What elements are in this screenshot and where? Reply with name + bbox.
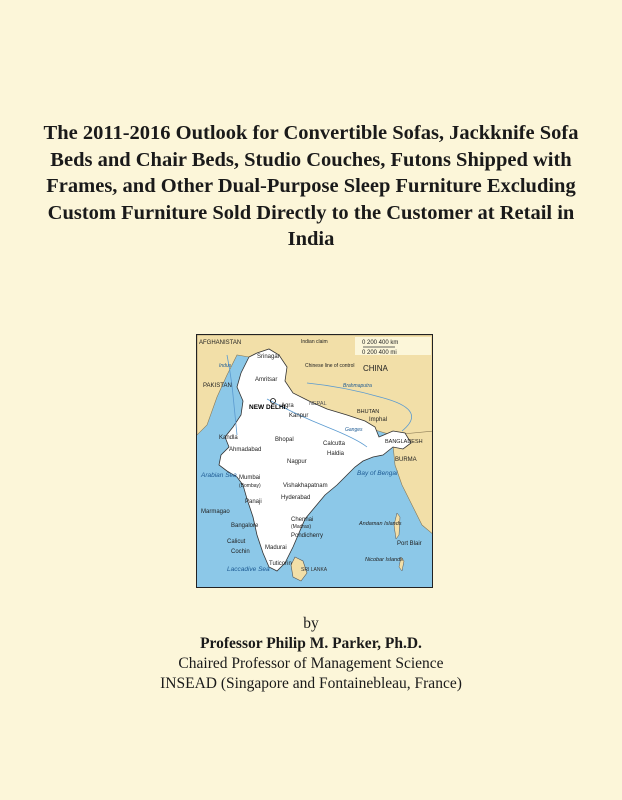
label-nicobar: Nicobar Islands (365, 557, 403, 563)
by-text: by (303, 615, 319, 632)
city-panaji: Panaji (245, 499, 262, 505)
india-map-svg (197, 335, 433, 588)
city-kandla: Kandla (219, 435, 238, 441)
city-kanpur: Kanpur (289, 413, 309, 419)
city-vishakhapatnam: Vishakhapatnam (283, 483, 328, 489)
city-nagpur: Nagpur (287, 459, 307, 465)
byline (40, 614, 582, 694)
city-calicut: Calicut (227, 539, 246, 545)
india-map (196, 334, 433, 588)
label-china: CHINA (363, 364, 388, 373)
city-marmagao: Marmagao (201, 509, 230, 515)
city-bombay: (Bombay) (239, 483, 261, 489)
label-sri-lanka: SRI LANKA (301, 567, 328, 573)
label-afghanistan: AFGHANISTAN (199, 340, 242, 346)
label-arabian-sea: Arabian Sea (201, 472, 237, 479)
author-affiliation: INSEAD (Singapore and Fontainebleau, France) (160, 675, 462, 692)
label-pakistan: PAKISTAN (203, 383, 232, 389)
city-agra: Agra (281, 403, 294, 409)
book-title: The 2011-2016 Outlook for Convertible Sofas, Jackknife Sofa Beds and Chair Beds, Studio Couches, Futons Shipped with Frames, and Other Dual-Purpose Sleep Furniture Excluding Custom Furniture Sold Directly to the Customer at Retail in India (43, 122, 579, 250)
city-haldia: Haldia (327, 451, 345, 457)
label-laccadive-sea: Laccadive Sea (227, 566, 270, 573)
label-brahmaputra: Brahmaputra (343, 383, 372, 389)
label-new-delhi: NEW DELHI (249, 404, 286, 411)
city-port-blair: Port Blair (397, 541, 422, 547)
note-chinese-control: Chinese line of control (305, 363, 355, 369)
label-andaman: Andaman Islands (359, 521, 402, 527)
city-madurai: Madurai (265, 545, 287, 551)
city-tuticorin: Tuticorin (269, 561, 292, 567)
label-ganges: Ganges (345, 427, 363, 433)
scale-km: 0 200 400 km (362, 340, 399, 346)
city-calcutta: Calcutta (323, 441, 346, 447)
city-chennai: Chennai (291, 517, 314, 523)
city-pondicherry: Pondicherry (291, 533, 324, 539)
city-amritsar: Amritsar (255, 377, 278, 383)
scale-mi: 0 200 400 mi (362, 350, 397, 356)
author-name: Professor Philip M. Parker, Ph.D. (200, 635, 422, 652)
author-position: Chaired Professor of Management Science (178, 655, 444, 672)
label-bay-of-bengal: Bay of Bengal (357, 470, 398, 477)
label-indus: Indus (219, 363, 232, 369)
label-bangladesh: BANGLADESH (385, 439, 423, 445)
city-madras: (Madras) (291, 524, 312, 530)
city-srinagar: Srinagar (257, 354, 280, 360)
note-indian-claim: Indian claim (301, 339, 328, 345)
city-bhopal: Bhopal (275, 437, 294, 443)
label-nepal: NEPAL (309, 401, 327, 407)
city-ahmadabad: Ahmadabad (229, 447, 262, 453)
city-cochin: Cochin (231, 549, 250, 555)
label-burma: BURMA (395, 457, 417, 463)
label-bhutan: BHUTAN (357, 409, 380, 415)
city-mumbai: Mumbai (239, 475, 261, 481)
city-bangalore: Bangalore (231, 523, 259, 529)
city-hyderabad: Hyderabad (281, 495, 311, 501)
city-imphal: Imphal (369, 417, 388, 423)
